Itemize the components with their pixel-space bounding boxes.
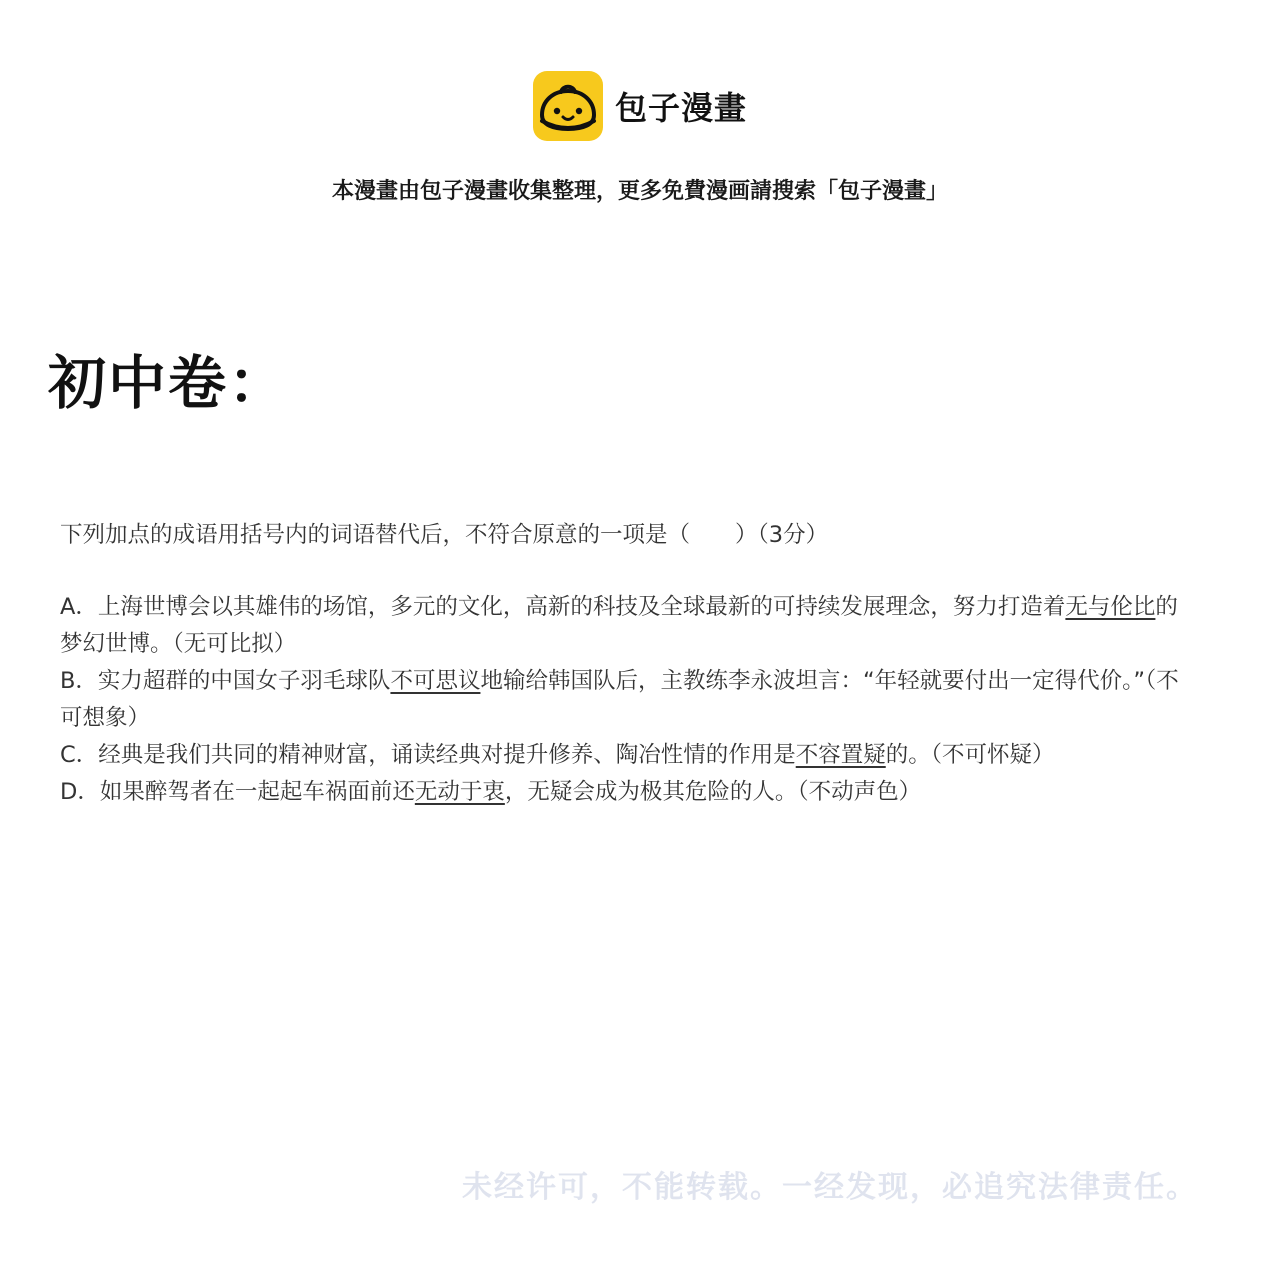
option-b bbox=[60, 663, 1200, 737]
option-text: B．实力超群的中国女子羽毛球队 bbox=[60, 668, 391, 694]
option-text: 地输给韩国队后，主教练李永波坦言：“年轻就要付出一定得代价。”（不可想象） bbox=[60, 668, 1179, 731]
brand-header bbox=[533, 71, 747, 141]
underlined-idiom: 不容置疑 bbox=[795, 742, 886, 768]
option-text: 的。（不可怀疑） bbox=[885, 742, 1055, 768]
option-text: 的梦幻世博。（无可比拟） bbox=[60, 594, 1178, 657]
option-d bbox=[60, 774, 1200, 811]
underlined-idiom: 无与伦比 bbox=[1065, 594, 1156, 620]
option-text: A．上海世博会以其雄伟的场馆，多元的文化，高新的科技及全球最新的可持续发展理念，努力打造着 bbox=[60, 594, 1066, 620]
option-text: D．如果醉驾者在一起起车祸面前还 bbox=[60, 779, 415, 805]
copyright-watermark: 未经许可，不能转载。一经发现，必追究法律责任。 bbox=[462, 1170, 1198, 1205]
option-text: ，无疑会成为极其危险的人。（不动声色） bbox=[504, 779, 922, 805]
steamed-bun-icon bbox=[533, 71, 603, 141]
option-c bbox=[60, 737, 1200, 774]
underlined-idiom: 不可思议 bbox=[390, 668, 481, 694]
underlined-idiom: 无动于衷 bbox=[414, 779, 505, 805]
question-block bbox=[60, 517, 1200, 811]
source-notice: 本漫畫由包子漫畫收集整理，更多免費漫画請搜索「包子漫畫」 bbox=[331, 179, 948, 204]
option-a bbox=[60, 589, 1200, 663]
section-title: 初中卷： bbox=[48, 349, 289, 417]
brand-name: 包子漫畫 bbox=[615, 89, 748, 127]
question-stem: 下列加点的成语用括号内的词语替代后，不符合原意的一项是（ ）（3分） bbox=[60, 522, 829, 548]
option-text: C．经典是我们共同的精神财富，诵读经典对提升修养、陶冶性情的作用是 bbox=[60, 742, 796, 768]
